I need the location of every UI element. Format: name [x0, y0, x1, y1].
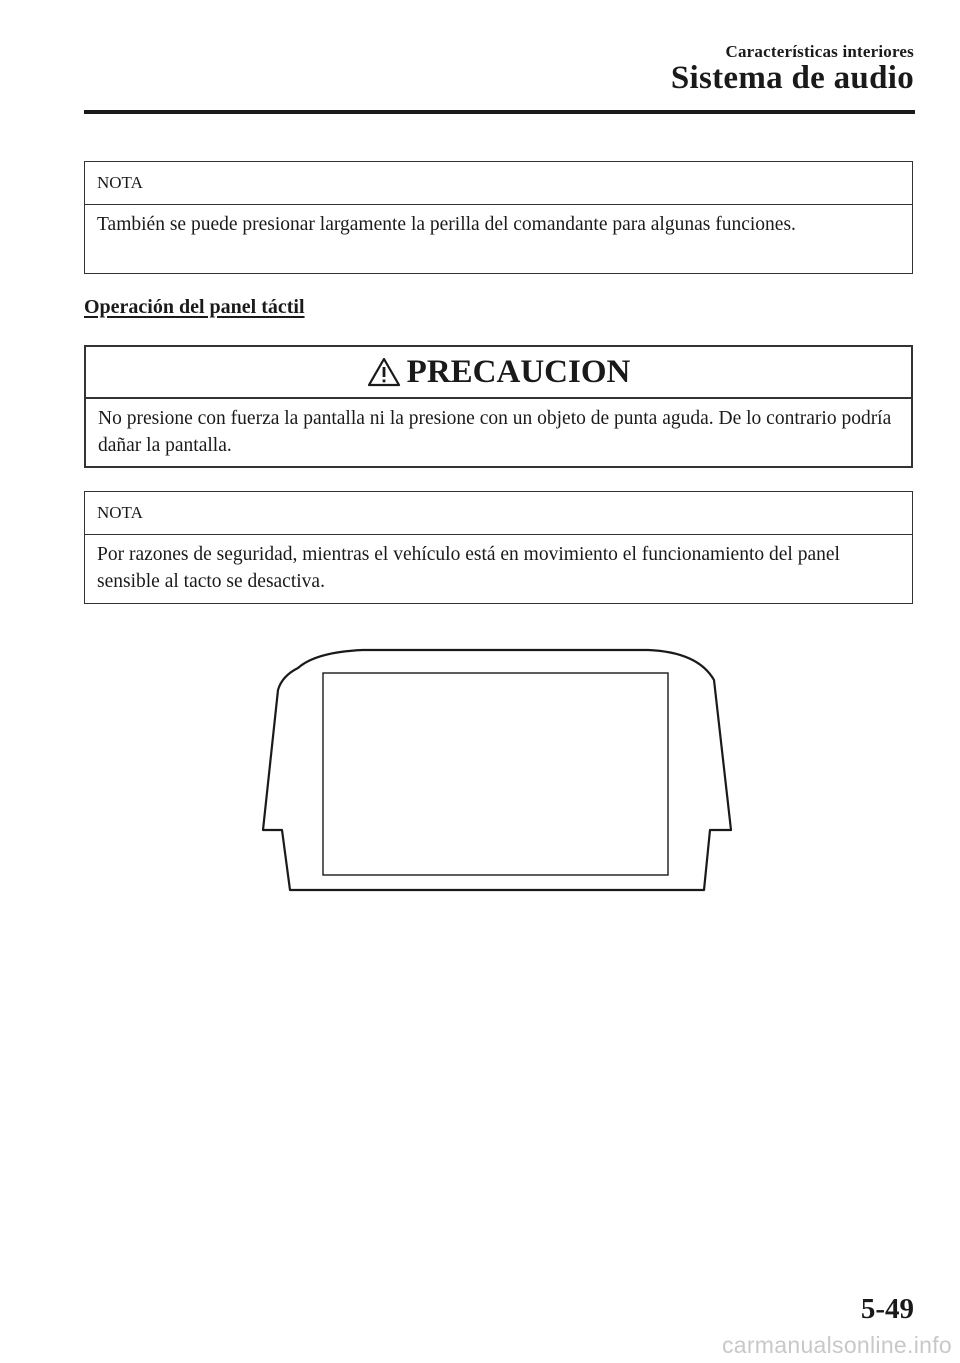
note-box [84, 491, 913, 604]
note-box [84, 161, 913, 274]
display-bezel [263, 650, 731, 890]
caution-label: PRECAUCION [406, 353, 631, 390]
section-heading: Operación del panel táctil [84, 296, 305, 318]
chapter-title: Características interiores [725, 42, 914, 61]
note-label: NOTA [85, 162, 912, 205]
caution-header [86, 347, 911, 399]
touch-screen-illustration [258, 640, 734, 892]
warning-triangle-icon [367, 357, 401, 387]
display-screen [323, 673, 668, 875]
note-label: NOTA [85, 492, 912, 535]
caution-box [84, 345, 913, 468]
note-text: También se puede presionar largamente la perilla del comandante para algunas funciones. [97, 214, 796, 235]
section-title: Sistema de audio [670, 60, 914, 96]
watermark: carmanualsonline.info [721, 1332, 952, 1358]
page-number: 5-49 [860, 1293, 914, 1325]
caution-text: No presione con fuerza la pantalla ni la presione con un objeto de punta aguda. De lo contrario podría dañar la pantalla. [98, 408, 892, 456]
header-rule [84, 110, 915, 114]
note-text: Por razones de seguridad, mientras el vehículo está en movimiento el funcionamiento del panel sensible al tacto se desactiva. [97, 544, 840, 592]
